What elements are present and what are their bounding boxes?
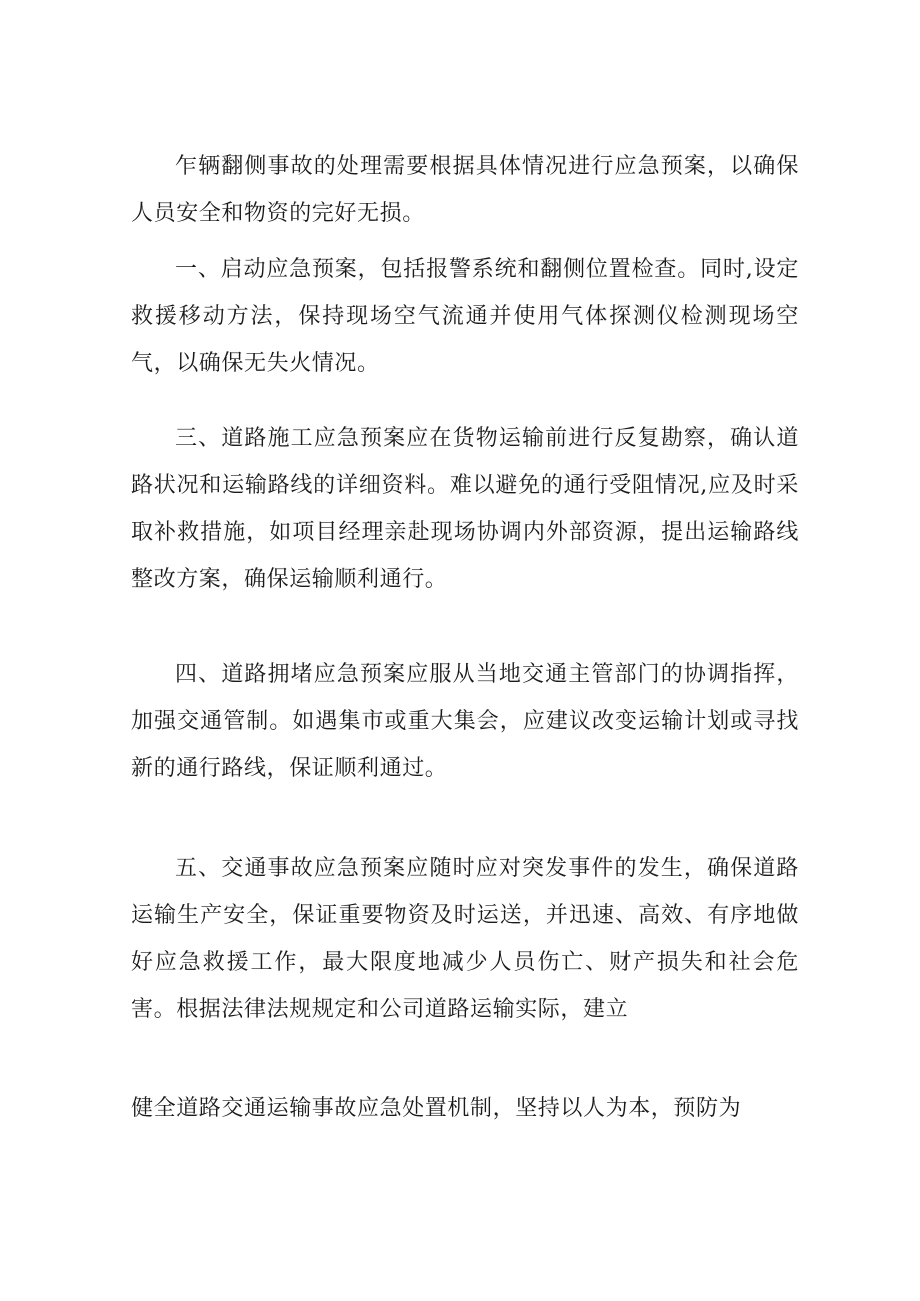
paragraph-intro: 乍辆翻侧事故的处理需要根据具体情况进行应急预案，以确保人员安全和物资的完好无损。	[131, 154, 799, 226]
paragraph-section-4: 四、道路拥堵应急预案应服从当地交通主管部门的协调指挥，加强交通管制。如遇集市或重大集会，应建议改变运输计划或寻找新的通行路线，保证顺利通过。	[131, 662, 799, 781]
paragraph-section-5: 五、交通事故应急预案应随时应对突发事件的发生，确保道路运输生产安全，保证重要物资及时运送，并迅速、高效、有序地做好应急救援工作，最大限度地减少人员伤亡、财产损失和社会危害。根据法律法规规定和公司道路运输实际，建立	[131, 856, 799, 1022]
paragraph-continuation: 健全道路交通运输事故应急处置机制，坚持以人为本，预防为	[131, 1096, 742, 1121]
paragraph-section-3: 三、道路施工应急预案应在货物运输前进行反复勘察，确认道路状况和运输路线的详细资料。难以避免的通行受阻情况,应及时采取补救措施，如项目经理亲赴现场协调内外部资源，提出运输路线整改方案，确保运输顺利通行。	[131, 426, 799, 592]
paragraph-section-1: 一、启动应急预案，包括报警系统和翻侧位置检查。同时,设定救援移动方法，保持现场空气流通并使用气体探测仪检测现场空气，以确保无失火情况。	[131, 257, 799, 376]
